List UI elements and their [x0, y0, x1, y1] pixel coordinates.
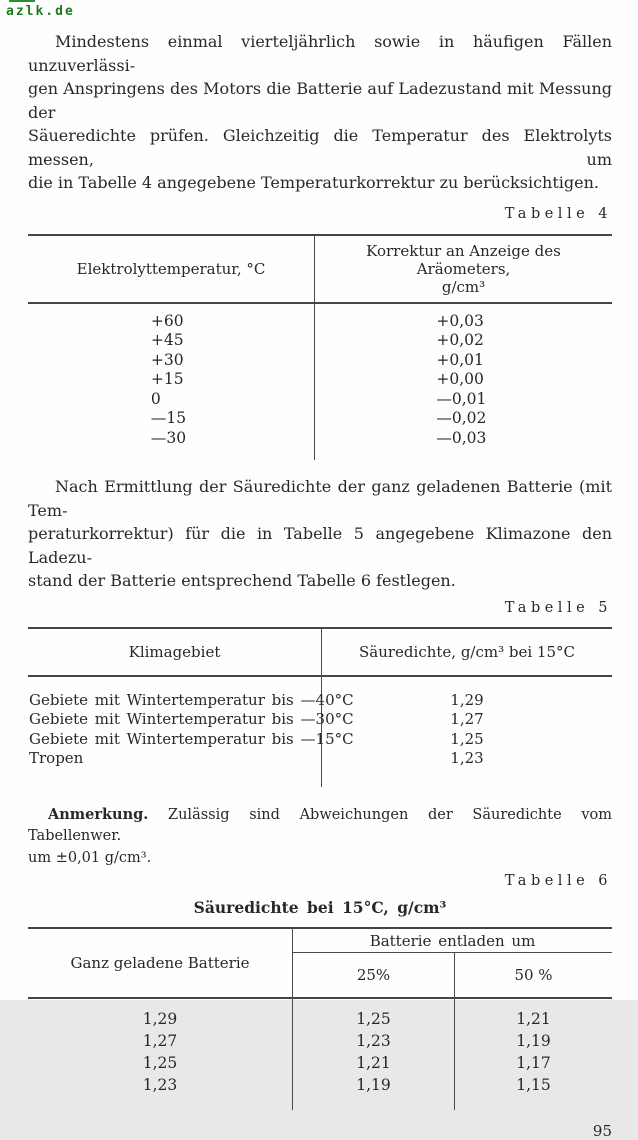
table5-cell: Gebiete mit Wintertemperatur bis —30°C — [29, 710, 354, 728]
table6-cell: 1,27 — [28, 1030, 293, 1052]
table6-label: Tabelle 6 — [504, 873, 612, 889]
paragraph-2-line: Nach Ermittlung der Säuredichte der ganz geladenen Batterie (mit Tem- — [28, 477, 612, 520]
table4-cell: —15 — [28, 409, 315, 429]
table6-group-header: Batterie entladen um — [293, 929, 612, 953]
table6-spacer-row — [28, 1096, 612, 1110]
table4-row — [28, 390, 612, 410]
table6-row — [28, 1030, 612, 1052]
table5-header-col1: Klimagebiet — [28, 629, 322, 675]
table4-cell: —0,03 — [436, 428, 487, 447]
table6-subheader-50: 50 % — [514, 966, 553, 984]
table6 — [28, 927, 612, 1110]
table5-spacer-row — [28, 769, 612, 787]
table6-header-right — [293, 929, 612, 997]
note — [28, 804, 612, 870]
note-label: Anmerkung. — [48, 805, 149, 823]
table5-row — [28, 691, 612, 711]
table4-row — [28, 409, 612, 429]
table6-cell: 1,19 — [293, 1074, 455, 1096]
table5-row — [28, 730, 612, 750]
table5-header-col2: Säuredichte, g/cm³ bei 15°C — [359, 642, 575, 661]
paragraph-2-line: stand der Batterie entsprechend Tabelle 6 festlegen. — [28, 571, 456, 590]
table6-cell: 1,21 — [516, 1010, 551, 1028]
table4-row — [28, 312, 612, 332]
table5-cell: 1,23 — [450, 749, 484, 767]
table6-cell: 1,25 — [28, 1052, 293, 1074]
table6-subheader-row — [293, 953, 612, 997]
table5 — [28, 627, 612, 787]
watermark-text: azlk.de — [6, 4, 75, 19]
table6-row — [28, 1052, 612, 1074]
table6-cell: 1,29 — [28, 1008, 293, 1030]
table4-row — [28, 351, 612, 371]
table4-row — [28, 370, 612, 390]
page-number: 95 — [592, 1122, 612, 1140]
table5-header-row — [28, 629, 612, 677]
table5-cell: Tropen — [28, 749, 322, 769]
table5-cell: Gebiete mit Wintertemperatur bis —15°C — [29, 729, 354, 748]
table6-row — [28, 1008, 612, 1030]
table6-cell: 1,15 — [516, 1076, 551, 1094]
table6-title: Säuredichte bei 15°C, g/cm³ — [193, 898, 447, 917]
paragraph-1 — [28, 30, 612, 195]
table4-spacer-row — [28, 304, 612, 312]
table6-spacer-row — [28, 999, 612, 1008]
paragraph-2-line: peraturkorrektur) für die in Tabelle 5 angegebene Klimazone den Ladezu- — [28, 524, 612, 567]
note-line-1 — [28, 804, 612, 848]
table4-cell: —0,01 — [436, 389, 487, 408]
table4-label: Tabelle 4 — [504, 205, 612, 222]
table4-cell: +0,02 — [436, 331, 484, 349]
table6-cell: 1,19 — [516, 1032, 551, 1050]
paragraph-1-line: Säueredichte prüfen. Gleichzeitig die Temperatur des Elektrolyts messen, um — [28, 126, 612, 169]
table4-header-col2-line1: Korrektur an Anzeige des Aräometers, — [366, 241, 561, 278]
table4-row — [28, 429, 612, 449]
table6-row — [28, 1074, 612, 1096]
table5-label: Tabelle 5 — [504, 599, 612, 616]
table5-row — [28, 710, 612, 730]
table4-spacer-row — [28, 448, 612, 460]
table5-row — [28, 749, 612, 769]
table5-cell: 1,25 — [450, 729, 484, 748]
paragraph-1-line: die in Tabelle 4 angegebene Temperaturkorrektur zu berücksichtigen. — [28, 173, 599, 192]
note-text: Zulässig sind Abweichungen der Säuredichte vom Tabellenwer. — [28, 806, 612, 844]
table5-spacer-row — [28, 677, 612, 691]
table4-cell: +60 — [28, 312, 315, 332]
table6-cell: 1,25 — [293, 1008, 455, 1030]
table4-cell: +0,01 — [436, 350, 484, 369]
table6-subheader-25: 25% — [293, 953, 455, 997]
table6-header-col1: Ganz geladene Batterie — [28, 929, 293, 997]
note-line-2: um ±0,01 g/cm³. — [28, 849, 152, 866]
watermark-clipped-fragment — [9, 0, 35, 2]
table4-cell: +0,00 — [436, 370, 484, 388]
table6-cell: 1,23 — [293, 1030, 455, 1052]
table6-cell: 1,17 — [516, 1054, 551, 1072]
table4-header-col2-line2: g/cm³ — [441, 277, 486, 296]
table4-cell: —0,02 — [436, 409, 487, 427]
table4-header-col1: Elektrolyttemperatur, °C — [28, 236, 315, 302]
table4-cell: —30 — [28, 429, 315, 449]
table4-cell: +45 — [28, 331, 315, 351]
table5-cell: Gebiete mit Wintertemperatur bis —40°C — [29, 690, 354, 709]
table4-header-col2 — [315, 236, 612, 302]
table5-cell: 1,29 — [450, 690, 484, 709]
paragraph-1-line: gen Anspringens des Motors die Batterie auf Ladezustand mit Messung der — [28, 79, 612, 122]
table6-cell: 1,23 — [28, 1074, 293, 1096]
table4-cell: +15 — [28, 370, 315, 390]
table4-cell: +30 — [28, 351, 315, 371]
table4 — [28, 234, 612, 461]
table4-cell: 0 — [28, 390, 315, 410]
table4-row — [28, 331, 612, 351]
table6-header — [28, 929, 612, 999]
table6-cell: 1,21 — [293, 1052, 455, 1074]
table4-cell: +0,03 — [436, 311, 484, 330]
table4-header-row — [28, 236, 612, 304]
paragraph-1-line: Mindestens einmal vierteljährlich sowie in häufigen Fällen unzuverlässi- — [28, 32, 612, 75]
table5-cell: 1,27 — [450, 710, 484, 728]
paragraph-2 — [28, 475, 612, 593]
